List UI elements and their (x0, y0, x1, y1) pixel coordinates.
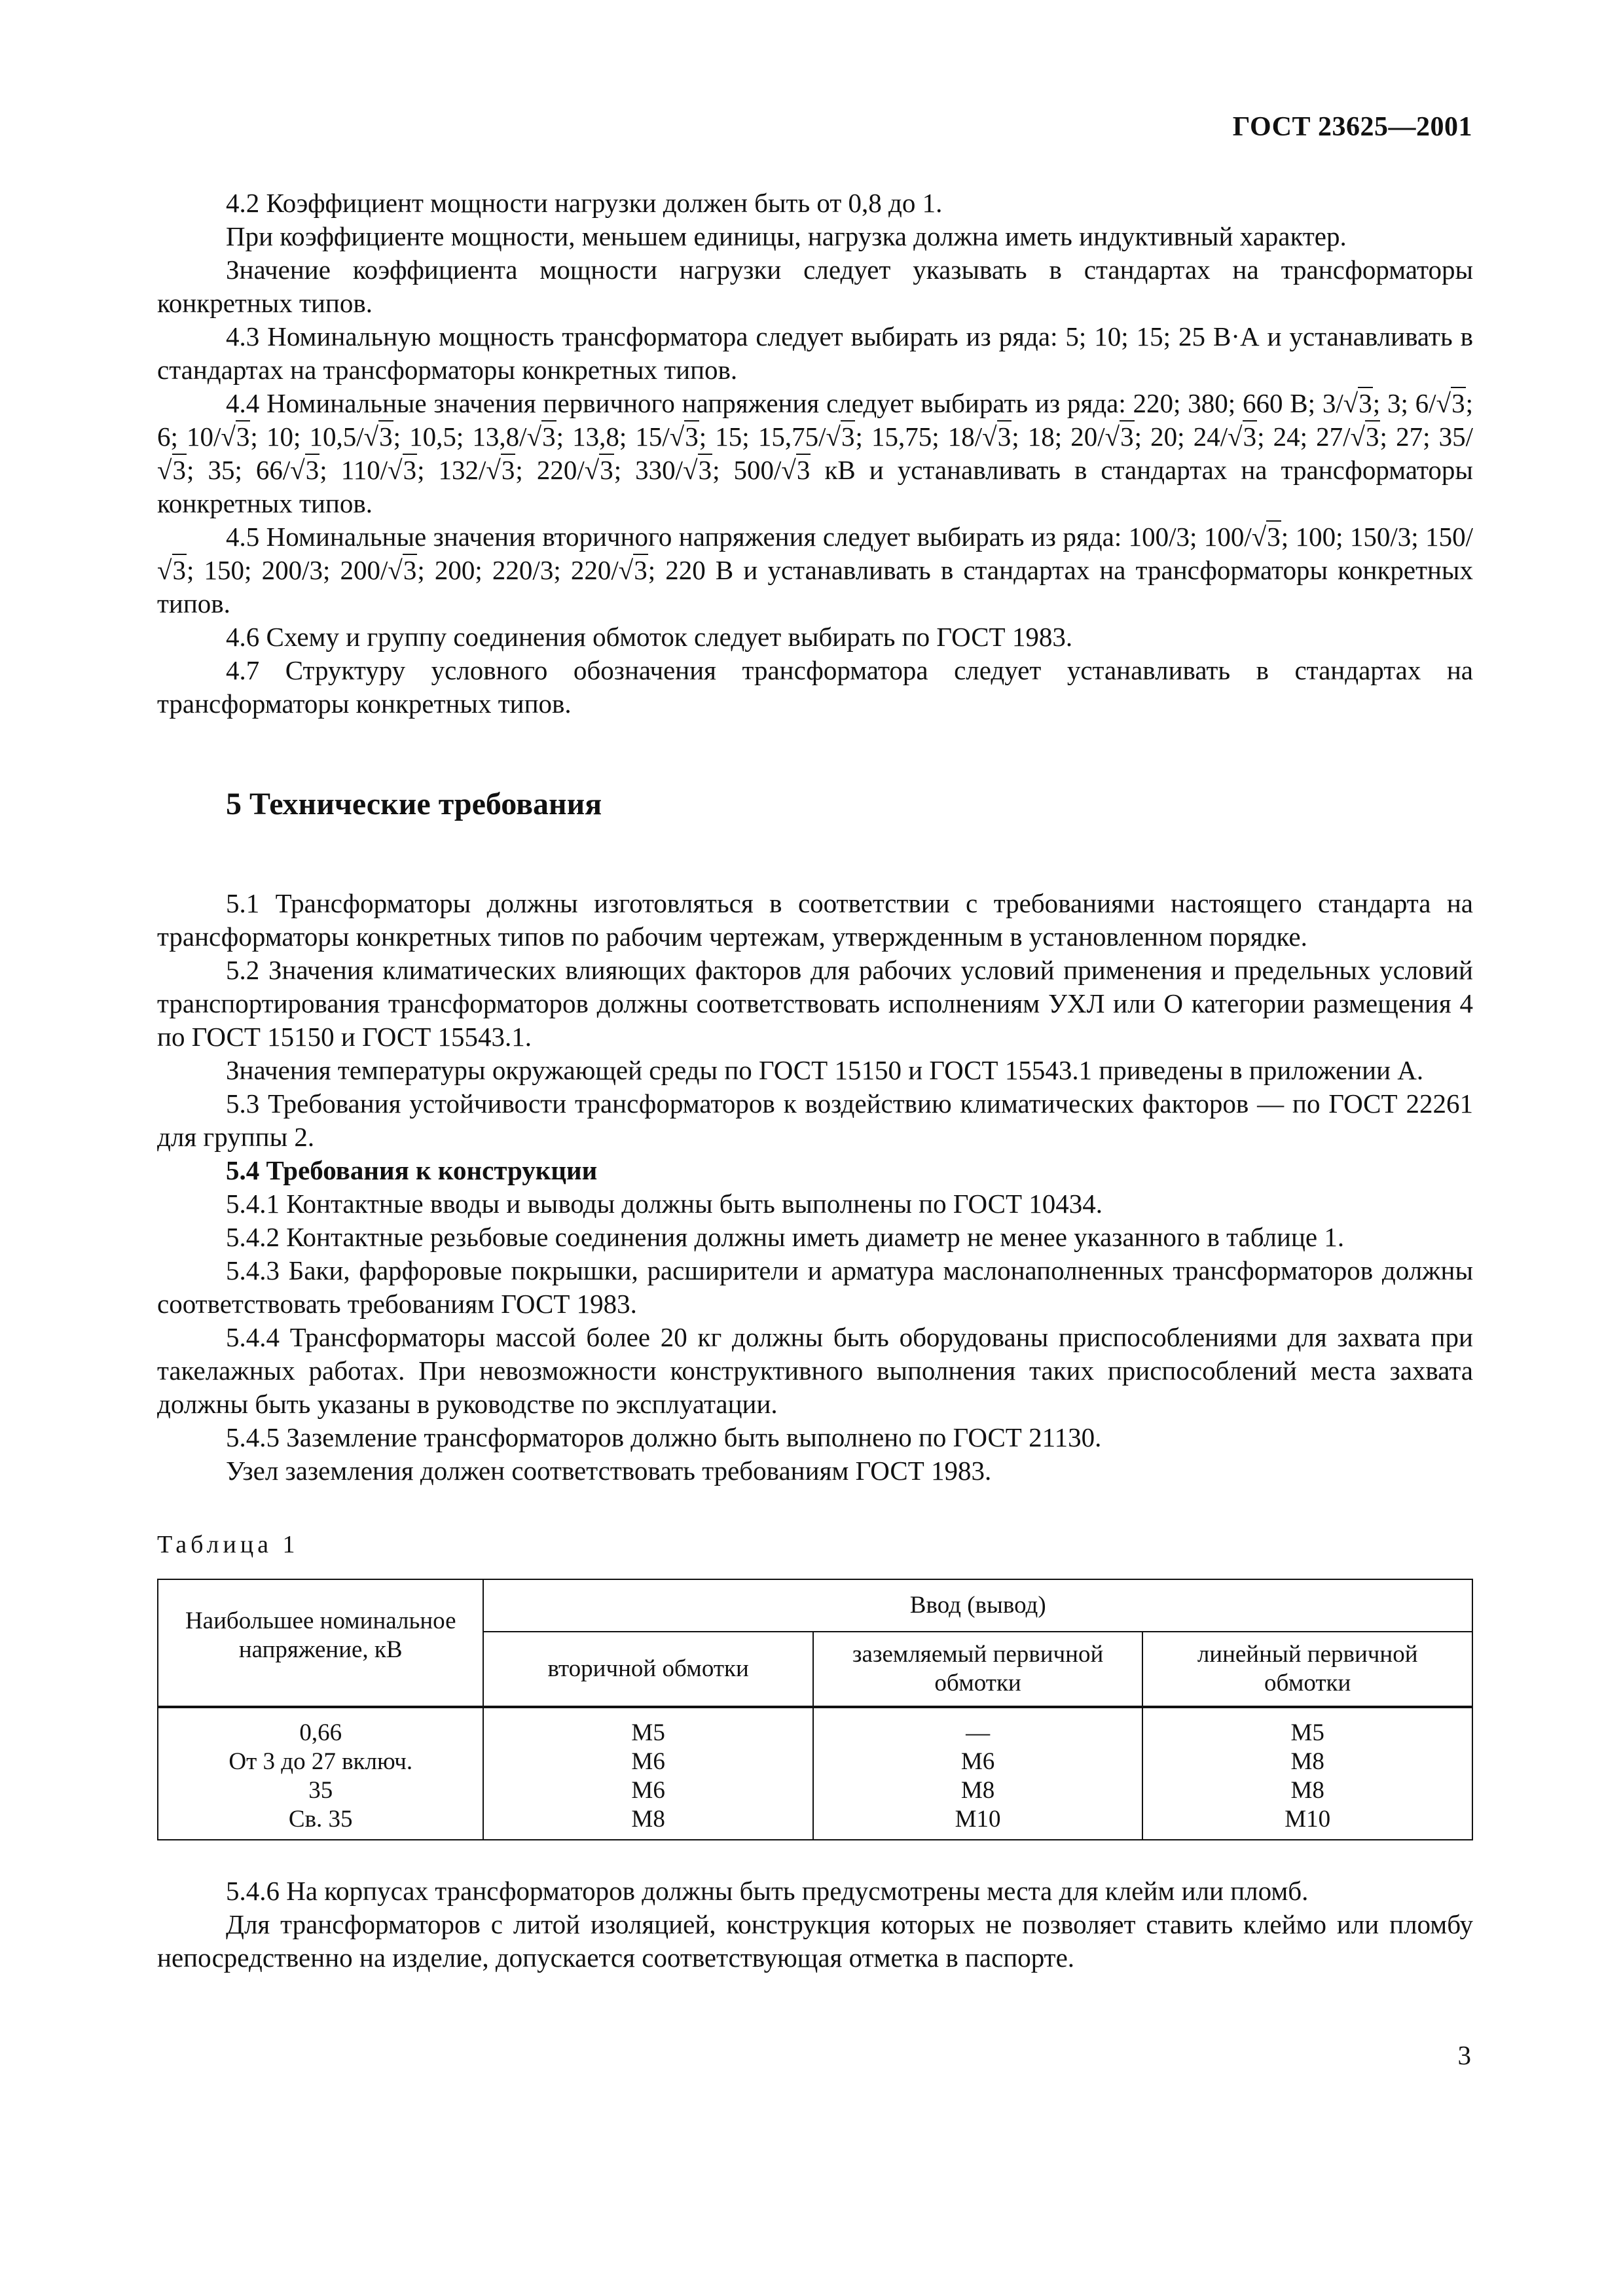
table-cell: 35 (308, 1777, 333, 1804)
table-cell: М8 (1290, 1777, 1324, 1804)
sqrt-radicand: 3 (685, 422, 699, 452)
table-col-line-primary (1142, 1707, 1472, 1840)
sqrt-radicand: 3 (1359, 388, 1372, 418)
table-cell: М5 (1290, 1719, 1324, 1746)
table-cell: — (966, 1719, 991, 1746)
sqrt-radicand: 3 (600, 455, 613, 485)
paragraph-p4-2b (157, 220, 1473, 253)
text-run: ; 15; 15,75/√ (699, 422, 841, 452)
sqrt-radicand: 3 (542, 422, 556, 452)
text-run: 4.3 Номинальную мощность трансформатора следует выбирать из ряда: 5; 10; 15; 25 В·А и устанавливать в стандартах на трансформаторы конкретных типов. (157, 321, 1473, 385)
text-run: Узел заземления должен соответствовать требованиям ГОСТ 1983. (226, 1456, 992, 1486)
paragraph-p5-2b (157, 1054, 1473, 1087)
text-run: ; 10; 10,5/√ (250, 422, 379, 452)
paragraph-p5-2a (157, 954, 1473, 1054)
text-run: ; 24; 27/√ (1257, 422, 1366, 452)
text-run: ; 200; 220/3; 220/√ (417, 555, 634, 585)
text-run: Для трансформаторов с литой изоляцией, конструкция которых не позволяет ставить клеймо или пломбу непосредственно на изделие, допускается соответствующая отметка в паспорте. (157, 1909, 1473, 1973)
sqrt-radicand: 3 (1366, 422, 1379, 452)
text-run: ; 220 В и устанавливать в стандартах на трансформаторы конкретных типов. (157, 555, 1473, 619)
sqrt-radicand: 3 (997, 422, 1012, 452)
text-run: ; 13,8; 15/√ (556, 422, 685, 452)
paragraph-p5-4-6a (157, 1874, 1473, 1908)
sqrt-radicand: 3 (501, 455, 515, 485)
table-cell: М8 (1290, 1748, 1324, 1775)
text-run: 5.4.3 Баки, фарфоровые покрышки, расширители и арматура маслонаполненных трансформаторов должны соответствовать требованиям ГОСТ 1983. (157, 1255, 1473, 1319)
sqrt-radicand: 3 (841, 422, 855, 452)
sqrt-radicand: 3 (1120, 422, 1134, 452)
text-run: 5.4.6 На корпусах трансформаторов должны быть предусмотрены места для клейм или пломб. (226, 1876, 1309, 1906)
table-cell: М8 (631, 1806, 665, 1833)
table-cell: М6 (631, 1748, 665, 1775)
section-5-paragraphs-a (157, 887, 1473, 1154)
paragraph-p4-2a (157, 187, 1473, 220)
paragraph-p5-4-1 (157, 1187, 1473, 1221)
text-run: ; 220/√ (515, 455, 600, 485)
text-run: 5.4.4 Трансформаторы массой более 20 кг должны быть оборудованы приспособлениями для захвата при такелажных работах. При невозможности конструктивного выполнения таких приспособлений места захвата должны быть указаны в руководстве по эксплуатации. (157, 1322, 1473, 1419)
paragraph-p5-4-5b (157, 1454, 1473, 1488)
paragraph-p5-3 (157, 1087, 1473, 1154)
paragraph-p4-5 (157, 520, 1473, 620)
text-run: ; 330/√ (613, 455, 698, 485)
paragraph-p5-4-4 (157, 1321, 1473, 1421)
sqrt-radicand: 3 (379, 422, 393, 452)
sqrt-radicand: 3 (305, 455, 319, 485)
section-5-4-6-paragraphs (157, 1874, 1473, 1975)
table-cell: Св. 35 (288, 1806, 353, 1833)
text-run: Значение коэффициента мощности нагрузки следует указывать в стандартах на трансформаторы конкретных типов. (157, 255, 1473, 318)
sqrt-radicand: 3 (403, 455, 417, 485)
text-run: 4.6 Схему и группу соединения обмоток следует выбирать по ГОСТ 1983. (226, 622, 1073, 652)
paragraph-p5-4-6b (157, 1908, 1473, 1975)
text-run: 5.3 Требования устойчивости трансформаторов к воздействию климатических факторов — по ГОСТ 22261 для группы 2. (157, 1088, 1473, 1152)
table-col-grounded-primary (813, 1707, 1143, 1840)
paragraph-p4-4 (157, 387, 1473, 520)
sqrt-radicand: 3 (403, 555, 417, 585)
table-header-row (158, 1579, 1472, 1632)
table-cell: М6 (960, 1748, 995, 1775)
document-code-header: ГОСТ 23625—2001 (1232, 112, 1472, 142)
table-subheader-grounded-primary: заземляемый первичной обмотки (813, 1632, 1143, 1707)
text-run: кВ и устанавливать в стандартах на трансформаторы конкретных типов. (157, 455, 1473, 518)
text-run: 5.4.2 Контактные резьбовые соединения должны иметь диаметр не менее указанного в таблице 1. (226, 1222, 1345, 1252)
text-run: 5.4.5 Заземление трансформаторов должно быть выполнено по ГОСТ 21130. (226, 1422, 1102, 1452)
table-header-input-output: Ввод (вывод) (483, 1579, 1472, 1632)
paragraph-p5-1 (157, 887, 1473, 954)
table-cell: От 3 до 27 включ. (228, 1748, 413, 1775)
text-run: ; 3; 6/√ (1372, 388, 1451, 418)
paragraph-p5-4-2 (157, 1221, 1473, 1254)
paragraph-p4-7 (157, 654, 1473, 721)
table-subheader-secondary: вторичной обмотки (483, 1632, 812, 1707)
text-run: ; 18; 20/√ (1012, 422, 1120, 452)
text-run: ; 10,5; 13,8/√ (393, 422, 542, 452)
sqrt-radicand: 3 (698, 455, 712, 485)
text-run: 4.7 Структуру условного обозначения трансформатора следует устанавливать в стандартах на трансформаторы конкретных типов. (157, 655, 1473, 719)
table-col-secondary (483, 1707, 812, 1840)
section-5-4-paragraphs (157, 1187, 1473, 1488)
sqrt-radicand: 3 (172, 555, 187, 585)
table-cell: М10 (955, 1806, 1001, 1833)
sqrt-radicand: 3 (1451, 388, 1465, 418)
table-cell: М5 (631, 1719, 665, 1746)
sqrt-radicand: 3 (172, 455, 187, 485)
table-body-row (158, 1707, 1472, 1840)
sqrt-radicand: 3 (796, 455, 811, 485)
table-1-caption: Таблица 1 (157, 1531, 299, 1558)
section-4-paragraphs (157, 187, 1473, 721)
text-run: 4.5 Номинальные значения вторичного напряжения следует выбирать из ряда: 100/3; 100/√ (226, 522, 1267, 552)
table-header-voltage: Наибольшее номинальное напряжение, кВ (158, 1579, 483, 1707)
text-run: 4.2 Коэффициент мощности нагрузки должен быть от 0,8 до 1. (226, 188, 943, 218)
table-1 (157, 1579, 1473, 1840)
table-cell: М8 (960, 1777, 995, 1804)
paragraph-p5-4-5a (157, 1421, 1473, 1454)
sqrt-radicand: 3 (634, 555, 647, 585)
section-5-title: 5 Технические требования (226, 787, 602, 821)
text-run: 5.4.1 Контактные вводы и выводы должны быть выполнены по ГОСТ 10434. (226, 1189, 1103, 1219)
text-run: ; 20; 24/√ (1134, 422, 1243, 452)
table-cell: М6 (631, 1777, 665, 1804)
text-run: ; 110/√ (319, 455, 403, 485)
table-subheader-line-primary: линейный первичной обмотки (1142, 1632, 1472, 1707)
text-run: ; 6; 10/√ (157, 388, 1473, 452)
table-cell: М10 (1285, 1806, 1331, 1833)
page-number: 3 (1457, 2040, 1471, 2070)
paragraph-p4-3 (157, 320, 1473, 387)
text-run: 5.2 Значения климатических влияющих факторов для рабочих условий применения и предельных условий транспортирования трансформаторов должны соответствовать исполнениям УХЛ или О категории размещения 4 по ГОСТ 15150 и ГОСТ 15543.1. (157, 955, 1473, 1052)
sqrt-radicand: 3 (236, 422, 250, 452)
text-run: ; 132/√ (417, 455, 501, 485)
text-run: ; 100; 150/3; 150/√ (157, 522, 1473, 585)
text-run: 5.1 Трансформаторы должны изготовляться в соответствии с требованиями настоящего стандарта на трансформаторы конкретных типов по рабочим чертежам, утвержденным в установленном порядке. (157, 888, 1473, 952)
paragraph-p4-6 (157, 620, 1473, 654)
paragraph-p5-4-3 (157, 1254, 1473, 1321)
text-run: ; 500/√ (712, 455, 796, 485)
subsection-5-4-title: 5.4 Требования к конструкции (226, 1155, 598, 1185)
table-cell: 0,66 (299, 1719, 342, 1746)
document-body (157, 187, 1473, 1975)
text-run: ; 27; 35/√ (157, 422, 1473, 485)
text-run: ; 35; 66/√ (187, 455, 305, 485)
sqrt-radicand: 3 (1243, 422, 1257, 452)
paragraph-p4-2c (157, 253, 1473, 320)
table-col-voltage (158, 1707, 483, 1840)
text-run: Значения температуры окружающей среды по ГОСТ 15150 и ГОСТ 15543.1 приведены в приложении А. (226, 1055, 1424, 1085)
text-run: ; 15,75; 18/√ (855, 422, 997, 452)
sqrt-radicand: 3 (1267, 522, 1281, 552)
text-run: При коэффициенте мощности, меньшем единицы, нагрузка должна иметь индуктивный характер. (226, 221, 1347, 251)
text-run: 4.4 Номинальные значения первичного напряжения следует выбирать из ряда: 220; 380; 660 В; 3/√ (226, 388, 1359, 418)
text-run: ; 150; 200/3; 200/√ (187, 555, 403, 585)
